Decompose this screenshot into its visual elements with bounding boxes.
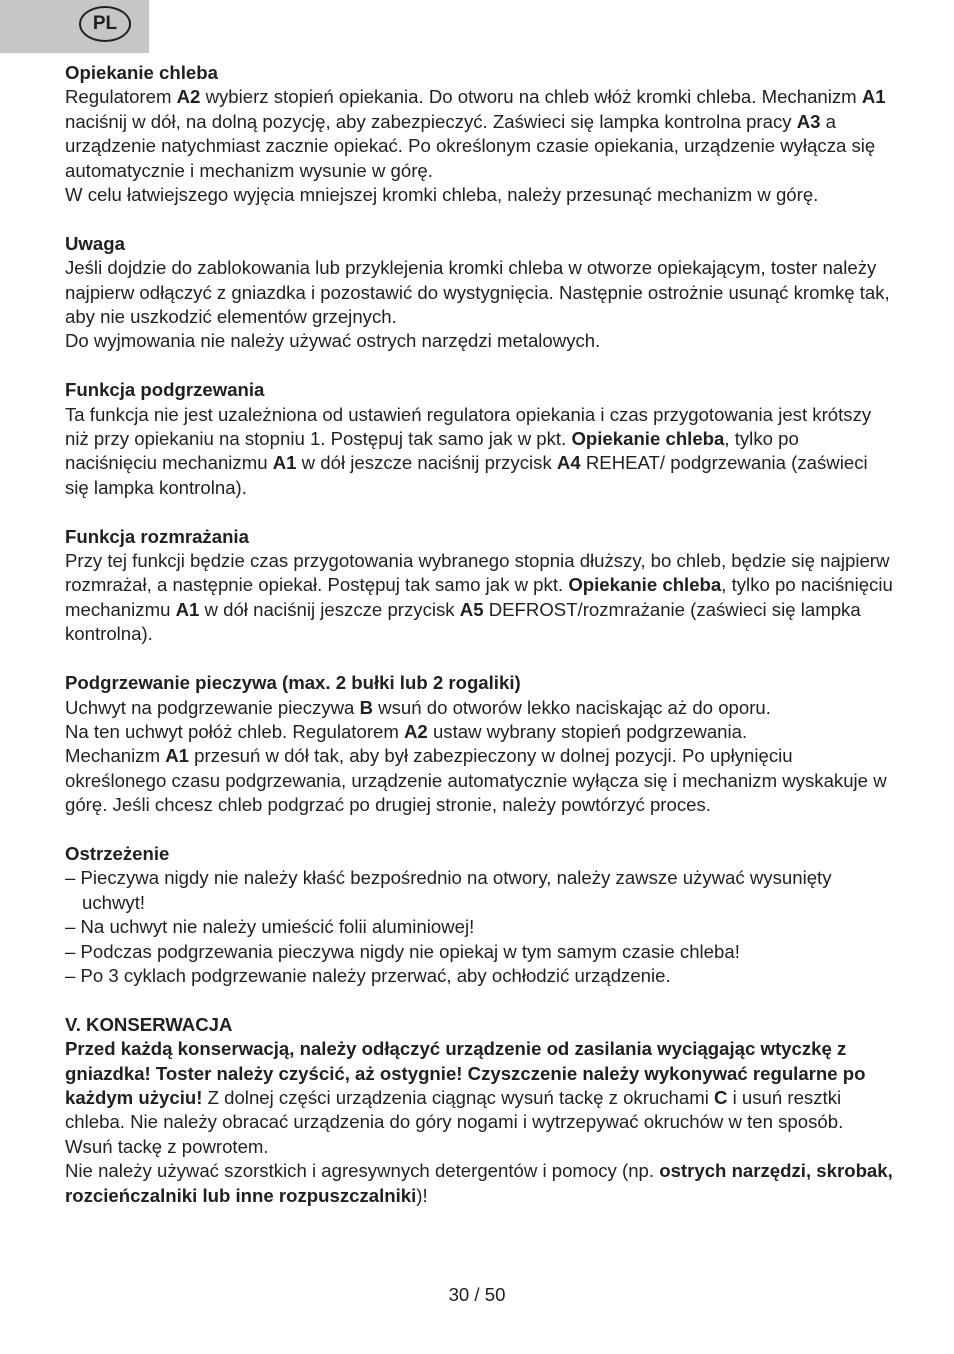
bold-text: A1 — [165, 745, 190, 767]
text-run: naciśnij w dół, na dolną pozycję, aby zabezpieczyć. Zaświeci się lampka kontrolna pracy — [65, 110, 797, 132]
text-run: Mechanizm — [65, 745, 166, 767]
text-run: wsuń do otworów lekko naciskając aż do oporu. — [373, 696, 771, 718]
paragraph — [65, 256, 895, 329]
section — [65, 1013, 895, 1208]
list-item: – Podczas podgrzewania pieczywa nigdy nie opiekaj w tym samym czasie chleba! — [65, 940, 740, 962]
bold-text: C — [714, 1086, 728, 1108]
text-run: przesuń w dół tak, aby był zabezpieczony w dolnej pozycji. Po upłynięciu określonego czasu podgrzewania, urządzenie automatycznie wyłącza się i mechanizm wyskakuje w górę. Jeśli chcesz chleb podgrzać po drugiej stronie, należy powtórzyć proces. — [65, 745, 887, 816]
bold-text: A3 — [796, 110, 821, 132]
bold-text: A2 — [404, 720, 428, 742]
paragraph — [65, 329, 895, 353]
paragraph — [65, 85, 895, 183]
text-run: Przy tej funkcji będzie czas przygotowania wybranego stopnia dłuższy, bo chleb, będzie się najpierw rozmrażał, a następnie opiekał. Postępuj tak samo jak w pkt. — [65, 550, 890, 596]
bold-text: Opiekanie chleba — [571, 428, 725, 450]
section — [65, 671, 895, 817]
text-run: Uchwyt na podgrzewanie pieczywa — [65, 696, 360, 718]
bold-text: B — [359, 696, 373, 718]
bold-text: ostrych narzędzi, skrobak, rozcieńczalniki lub inne rozpuszczalniki — [65, 1160, 893, 1206]
text-run: )! — [416, 1184, 428, 1206]
text-run: wybierz stopień opiekania. Do otworu na chleb włóż kromki chleba. Mechanizm — [200, 86, 862, 108]
text-run: Do wyjmowania nie należy używać ostrych narzędzi metalowych. — [65, 330, 601, 352]
section — [65, 525, 895, 647]
text-run: Regulatorem — [65, 86, 177, 108]
language-badge: PL — [79, 6, 131, 42]
bold-text: A5 — [459, 598, 484, 620]
paragraph — [65, 549, 895, 647]
text-run: , tylko po naciśnięciu mechanizmu — [65, 574, 893, 620]
section — [65, 232, 895, 354]
text-run: Jeśli dojdzie do zablokowania lub przyklejenia kromki chleba w otworze opiekającym, toster należy najpierw odłączyć z gniazdka i pozostawić do wystygnięcia. Następnie ostrożnie usunąć kromkę tak, aby nie uszkodzić elementów grzejnych. — [65, 257, 890, 328]
bold-text: A1 — [272, 452, 297, 474]
paragraph — [65, 696, 895, 720]
page-number: 30 / 50 — [448, 1284, 506, 1305]
text-run: REHEAT/ podgrzewania (zaświeci się lampka kontrolna). — [65, 452, 868, 498]
text-run: w dół naciśnij jeszcze przycisk — [199, 598, 460, 620]
text-run: DEFROST/rozmrażanie (zaświeci się lampka kontrolna). — [65, 598, 861, 645]
text-run: Nie należy używać szorstkich i agresywnych detergentów i pomocy (np. — [65, 1160, 660, 1182]
section — [65, 378, 895, 500]
section — [65, 842, 895, 988]
text-run: Ta funkcja nie jest uzależniona od ustawień regulatora opiekania i czas przygotowania jest krótszy niż przy opiekaniu na stopniu 1. Postępuj tak samo jak w pkt. — [65, 403, 872, 450]
list-item: – Pieczywa nigdy nie należy kłaść bezpośrednio na otwory, należy zawsze używać wysunięty uchwyt! — [65, 867, 832, 913]
text-run: a urządzenie natychmiast zacznie opiekać. Po określonym czasie opiekania, urządzenie wyłącza się automatycznie i mechanizm wysunie w górę. — [65, 110, 876, 181]
paragraph — [65, 183, 895, 207]
section-heading: Ostrzeżenie — [65, 842, 170, 864]
bold-text: Przed każdą konserwacją, należy odłączyć urządzenie od zasilania wyciągając wtyczkę z gniazdka! Toster należy czyścić, aż ostygnie! Czyszczenie należy wykonywać regularne po każdym użyciu! — [65, 1038, 866, 1108]
bold-text: A1 — [861, 86, 886, 108]
paragraph — [65, 744, 895, 817]
bold-text: A1 — [175, 598, 200, 620]
text-run: Z dolnej części urządzenia ciągnąc wysuń tackę z okruchami — [202, 1086, 715, 1108]
document-body — [65, 61, 895, 1208]
paragraph — [65, 1159, 895, 1208]
section-heading: Funkcja podgrzewania — [65, 379, 265, 401]
section-heading: Podgrzewanie pieczywa (max. 2 bułki lub 2 rogaliki) — [65, 672, 521, 694]
text-run: Na ten uchwyt połóż chleb. Regulatorem — [65, 720, 404, 742]
paragraph — [65, 720, 895, 744]
text-run: i usuń resztki chleba. Nie należy obracać urządzenia do góry nogami i wytrzepywać okruchów w ten sposób. Wsuń tackę z powrotem. — [65, 1086, 844, 1157]
bold-text: A4 — [556, 452, 581, 474]
list-item: – Na uchwyt nie należy umieścić folii aluminiowej! — [65, 916, 475, 938]
text-run: W celu łatwiejszego wyjęcia mniejszej kromki chleba, należy przesunąć mechanizm w górę. — [65, 184, 819, 206]
warning-list — [65, 866, 895, 988]
bold-text: Opiekanie chleba — [568, 574, 722, 596]
section — [65, 61, 895, 207]
paragraph — [65, 1037, 895, 1159]
section-heading: Opiekanie chleba — [65, 62, 218, 83]
bold-text: A2 — [176, 86, 201, 108]
text-run: w dół jeszcze naciśnij przycisk — [296, 452, 557, 474]
list-item: – Po 3 cyklach podgrzewanie należy przerwać, aby ochłodzić urządzenie. — [65, 964, 671, 986]
text-run: ustaw wybrany stopień podgrzewania. — [427, 720, 748, 742]
section-heading: Uwaga — [65, 232, 125, 254]
section-heading: V. KONSERWACJA — [65, 1013, 233, 1035]
section-heading: Funkcja rozmrażania — [65, 525, 249, 547]
text-run: , tylko po naciśnięciu mechanizmu — [65, 428, 799, 474]
language-tab — [0, 0, 149, 53]
paragraph — [65, 403, 895, 501]
